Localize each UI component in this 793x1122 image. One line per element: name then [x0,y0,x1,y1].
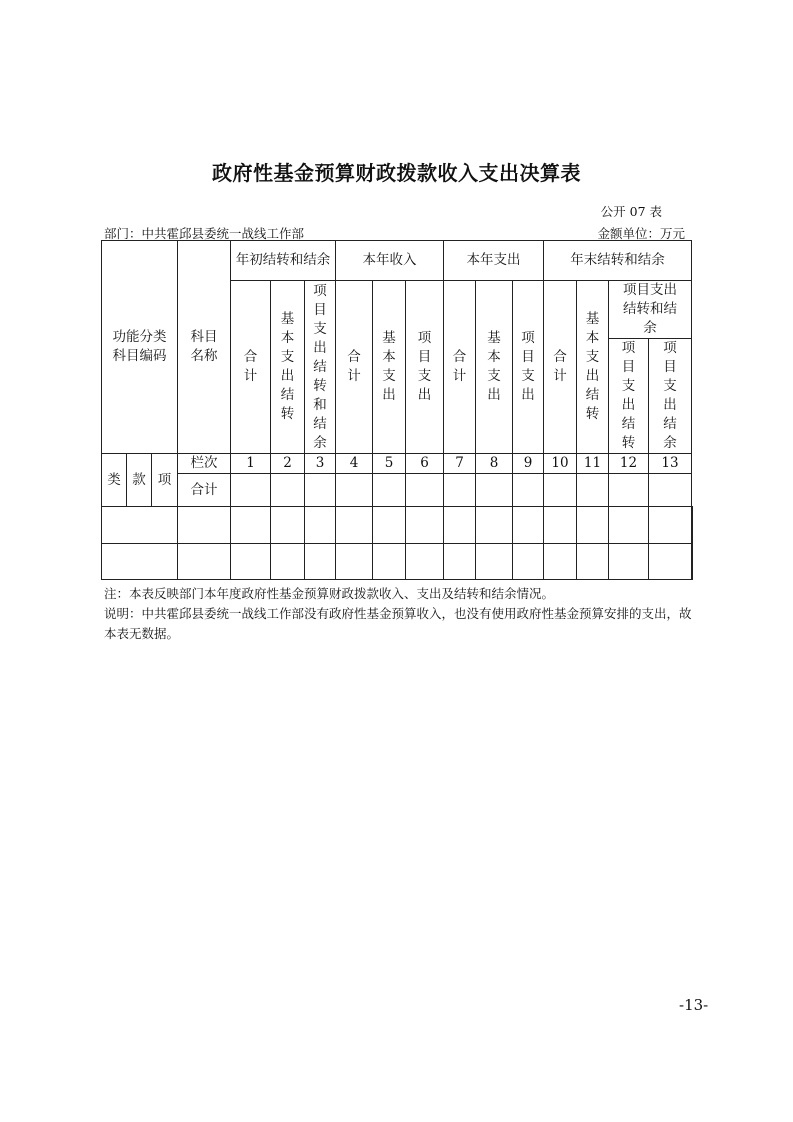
category-kuan-label: 款 [127,454,152,507]
column-number: 11 [577,454,609,474]
table-cell [336,544,373,580]
column-number: 3 [305,454,336,474]
table-cell [102,507,178,544]
table-cell [444,474,476,507]
end-total-header: 合计 [544,281,577,454]
table-cell [609,474,649,507]
table-cell [406,544,444,580]
table-cell [373,474,406,507]
category-xiang-label: 项 [152,454,178,507]
group-beginning-header: 年初结转和结余 [231,241,336,281]
category-lei-label: 类 [102,454,127,507]
beginning-project-carry-balance-header: 项目支出结转和结余 [305,281,336,454]
income-basic-header: 基本支出 [373,281,406,454]
expense-total-header: 合计 [444,281,476,454]
table-cell [649,544,692,580]
page-number: -13- [679,996,709,1014]
end-project-carry-header: 项目支出结转 [609,339,649,454]
table-cell [476,474,513,507]
end-basic-carry-header: 基本支出结转 [577,281,609,454]
expense-project-header: 项目支出 [513,281,544,454]
column-number: 1 [231,454,271,474]
table-cell [544,507,577,544]
table-explanation: 说明：中共霍邱县委统一战线工作部没有政府性基金预算收入，也没有使用政府性基金预算安排的支出，故本表无数据。 [104,606,692,641]
table-cell [305,474,336,507]
table-cell [513,544,544,580]
group-income-header: 本年收入 [336,241,444,281]
total-row-label: 合计 [178,474,231,507]
column-number: 12 [609,454,649,474]
table-cell [609,507,649,544]
table-row [102,544,693,580]
table-cell [444,544,476,580]
end-project-balance-header: 项目支出结余 [649,339,692,454]
table-note: 注：本表反映部门本年度政府性基金预算财政拨款收入、支出及结转和结余情况。 [104,586,555,601]
table-cell [305,507,336,544]
notes [104,584,694,644]
subject-name-header: 科目名称 [178,241,231,454]
expense-basic-header: 基本支出 [476,281,513,454]
table-cell [577,544,609,580]
table-cell [102,544,178,580]
column-number: 9 [513,454,544,474]
table-cell [649,507,692,544]
table-cell [513,507,544,544]
table-cell [513,474,544,507]
table-cell [231,474,271,507]
table-cell [406,507,444,544]
func-class-code-header: 功能分类科目编码 [102,241,178,454]
table-cell [373,507,406,544]
table-cell [577,474,609,507]
table-cell [373,544,406,580]
column-number: 8 [476,454,513,474]
page-title: 政府性基金预算财政拨款收入支出决算表 [212,161,581,185]
table-cell [692,507,693,544]
table-row [102,507,693,544]
column-number: 7 [444,454,476,474]
end-project-group-header: 项目支出结转和结余 [609,281,692,339]
income-total-header: 合计 [336,281,373,454]
column-number: 10 [544,454,577,474]
table-cell [336,507,373,544]
table-cell [406,474,444,507]
table-cell [305,544,336,580]
table-cell [231,544,271,580]
table-cell [178,544,231,580]
group-end-header: 年末结转和结余 [544,241,692,281]
table-cell [178,507,231,544]
table-cell [336,474,373,507]
group-expense-header: 本年支出 [444,241,544,281]
form-number: 公开 07 表 [600,204,662,219]
column-index-label: 栏次 [178,454,231,474]
table-cell [609,544,649,580]
column-number: 4 [336,454,373,474]
table-cell [476,544,513,580]
beginning-total-header: 合计 [231,281,271,454]
table-cell [231,507,271,544]
column-number: 2 [271,454,305,474]
column-number: 5 [373,454,406,474]
column-number: 13 [649,454,692,474]
beginning-basic-carry-header: 基本支出结转 [271,281,305,454]
table-cell [476,507,513,544]
amount-unit-label: 金额单位：万元 [597,226,685,241]
table-cell [271,507,305,544]
table-cell [271,474,305,507]
table-cell [444,507,476,544]
table-cell [544,544,577,580]
budget-table [101,240,693,580]
table-cell [692,544,693,580]
income-project-header: 项目支出 [406,281,444,454]
column-number: 6 [406,454,444,474]
table-cell [649,474,692,507]
table-cell [577,507,609,544]
table-cell [544,474,577,507]
table-cell [271,544,305,580]
department-label: 部门：中共霍邱县委统一战线工作部 [104,226,305,241]
